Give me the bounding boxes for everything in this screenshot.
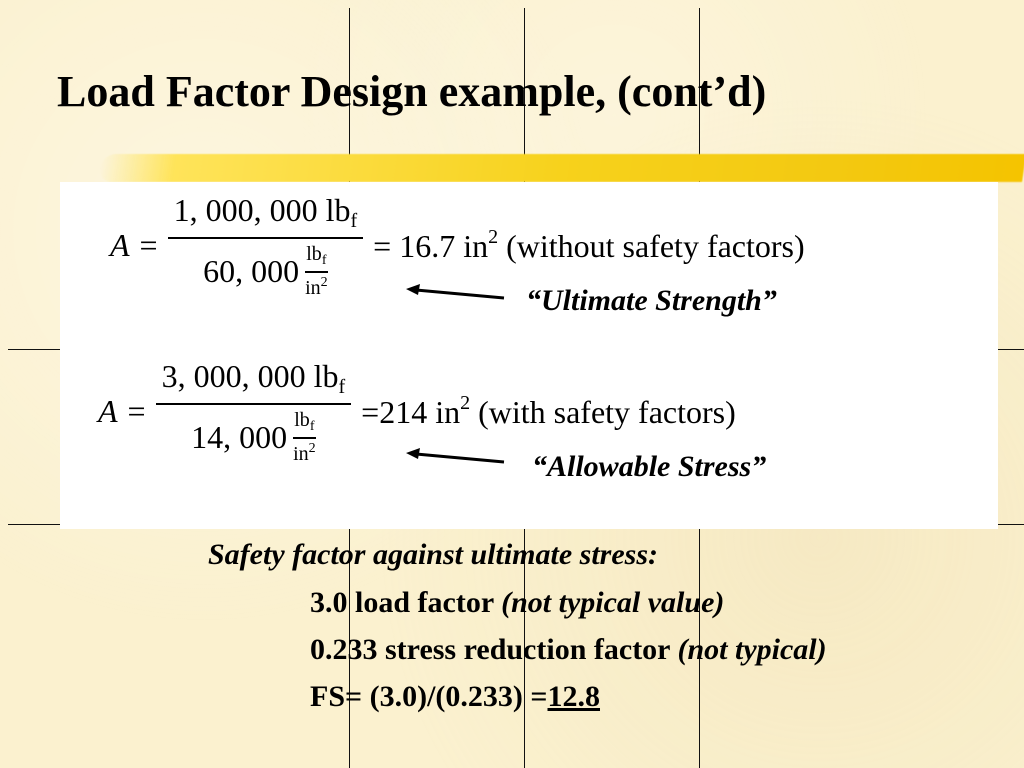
equation-lhs: A [110, 227, 130, 264]
highlighter-stroke [98, 154, 1024, 182]
grid-line-horizontal-3 [8, 524, 60, 525]
arrow-left-icon [406, 282, 506, 302]
formula-panel [60, 182, 998, 529]
fraction [168, 192, 364, 300]
equals-sign: = [139, 227, 158, 264]
equals-sign: = [127, 393, 146, 430]
grid-line-horizontal-2 [998, 349, 1024, 350]
unit-fraction: $lb_f$ $in^2$ [305, 243, 328, 299]
numerator: 3, 000, 000 $lb_f$ [161, 358, 346, 398]
label-allowable-stress: “Allowable Stress” [532, 450, 767, 483]
factor-of-safety-line: FS= (3.0)/(0.233) =12.8 [310, 680, 600, 713]
grid-line-horizontal-4 [998, 524, 1024, 525]
stress-reduction-line: 0.233 stress reduction factor (not typical) [310, 633, 827, 666]
fraction [156, 358, 352, 466]
slide-title: Load Factor Design example, (cont’d) [57, 67, 767, 116]
grid-line-horizontal-1 [8, 349, 60, 350]
equation-lhs: A [98, 393, 118, 430]
fs-result: 12.8 [547, 680, 600, 713]
arrow-left-icon [406, 446, 506, 466]
denominator: 60, 000 $lb_f$ $in^2$ [203, 243, 328, 299]
equation-result: =214 $in^2$ (with safety factors) [361, 392, 736, 431]
safety-factor-heading: Safety factor against ultimate stress: [208, 538, 658, 571]
equation-result: = 16.7 $in^2$ (without safety factors) [373, 226, 805, 265]
label-ultimate-strength: “Ultimate Strength” [526, 284, 777, 317]
numerator: 1, 000, 000 $lb_f$ [173, 192, 358, 232]
unit-fraction: $lb_f$ $in^2$ [293, 409, 316, 465]
load-factor-line: 3.0 load factor (not typical value) [310, 586, 725, 619]
denominator: 14, 000 $lb_f$ $in^2$ [191, 409, 316, 465]
